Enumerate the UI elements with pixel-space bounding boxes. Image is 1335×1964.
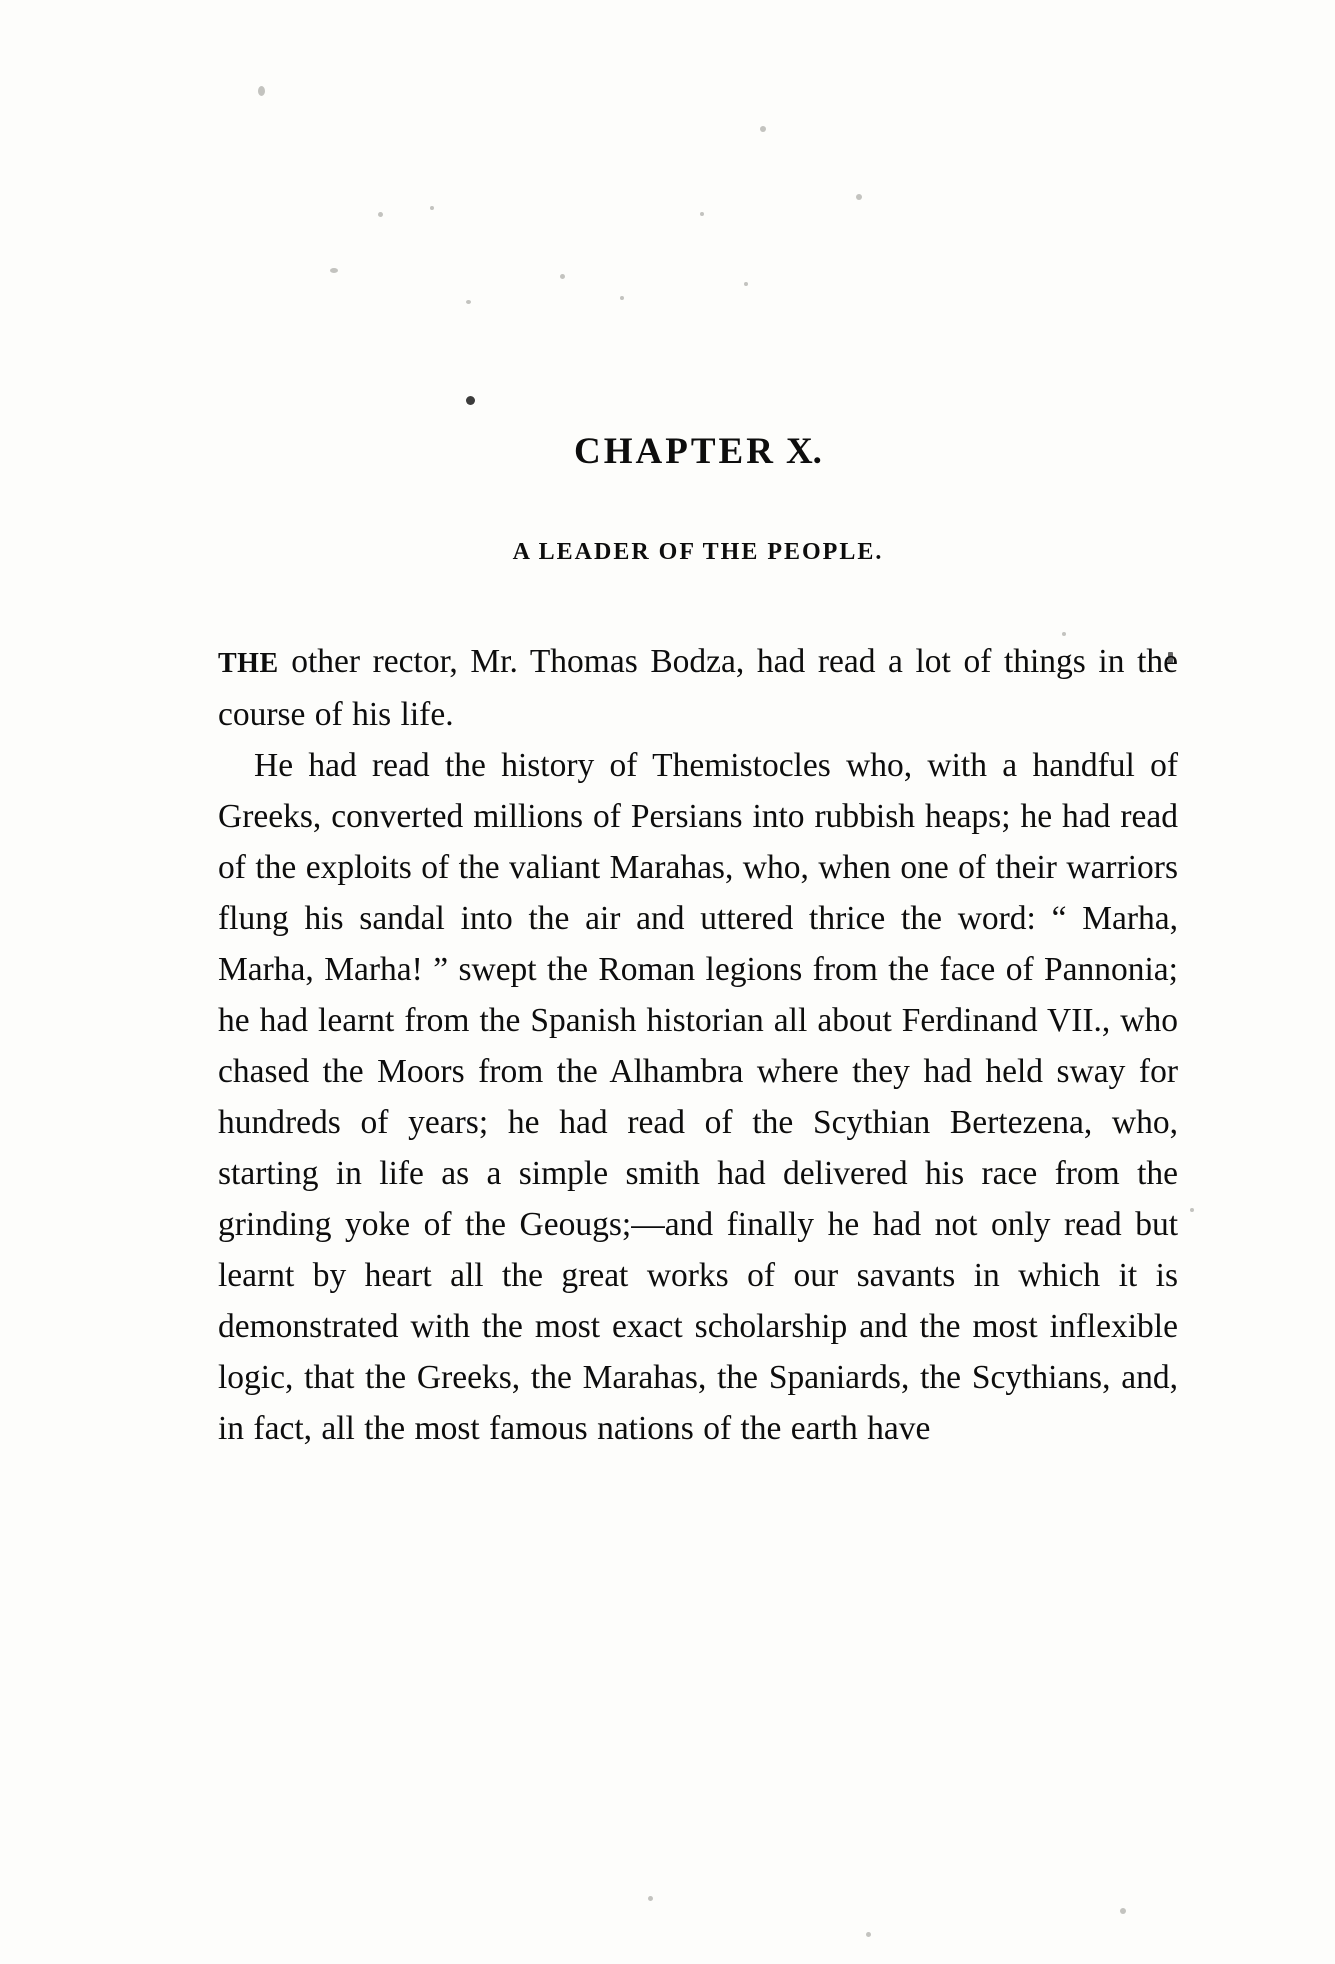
scan-speck — [856, 194, 862, 200]
scan-speck — [378, 212, 383, 217]
scan-speck — [430, 206, 434, 210]
scan-speck — [1120, 1908, 1126, 1914]
page-body — [218, 430, 1178, 1454]
chapter-number: X. — [785, 431, 822, 472]
scan-speck — [466, 396, 475, 405]
scan-speck — [560, 274, 565, 279]
paragraph-2 — [218, 740, 1178, 1454]
scan-speck — [760, 126, 766, 132]
scan-speck — [866, 1932, 871, 1937]
scan-speck — [1190, 1208, 1194, 1212]
paragraph-1 — [218, 636, 1178, 740]
scan-speck — [700, 212, 704, 216]
chapter-heading — [218, 430, 1178, 473]
scan-speck — [648, 1896, 653, 1901]
scan-speck — [466, 300, 471, 304]
paragraph-text: other rector, Mr. Thomas Bodza, had read a lot of things in the course of his life. — [218, 643, 1178, 733]
section-title: A LEADER OF THE PEOPLE. — [512, 539, 884, 565]
scan-speck — [258, 86, 265, 96]
paragraph-text: He had read the history of Themistocles who, with a handful of Greeks, converted millions of Persians into rubbish heaps; he had read of the exploits of the valiant Marahas, who, when one of their warriors flung his sandal into the air and uttered thrice the word: “ Marha, Marha, Marha! ” swept the Roman legions from the face of Pannonia; he had learnt from the Spanish historian all about Ferdinand VII., who chased the Moors from the Alhambra where they had held sway for hundreds of years; he had read of the Scythian Bertezena, who, starting in life as a simple smith had delivered his race from the grinding yoke of the Geougs;—and finally he had not only read but learnt by heart all the great works of our savants in which it is demonstrated with the most exact scholarship and the most inflexible logic, that the Greeks, the Marahas, the Spaniards, the Scythians, and, in fact, all the most famous nations of the earth have — [218, 747, 1178, 1447]
scan-speck — [330, 268, 338, 273]
scan-speck — [620, 296, 624, 300]
scan-speck — [744, 282, 748, 286]
chapter-label: CHAPTER — [574, 431, 776, 472]
paragraph-lead-caps: THE — [218, 648, 279, 679]
